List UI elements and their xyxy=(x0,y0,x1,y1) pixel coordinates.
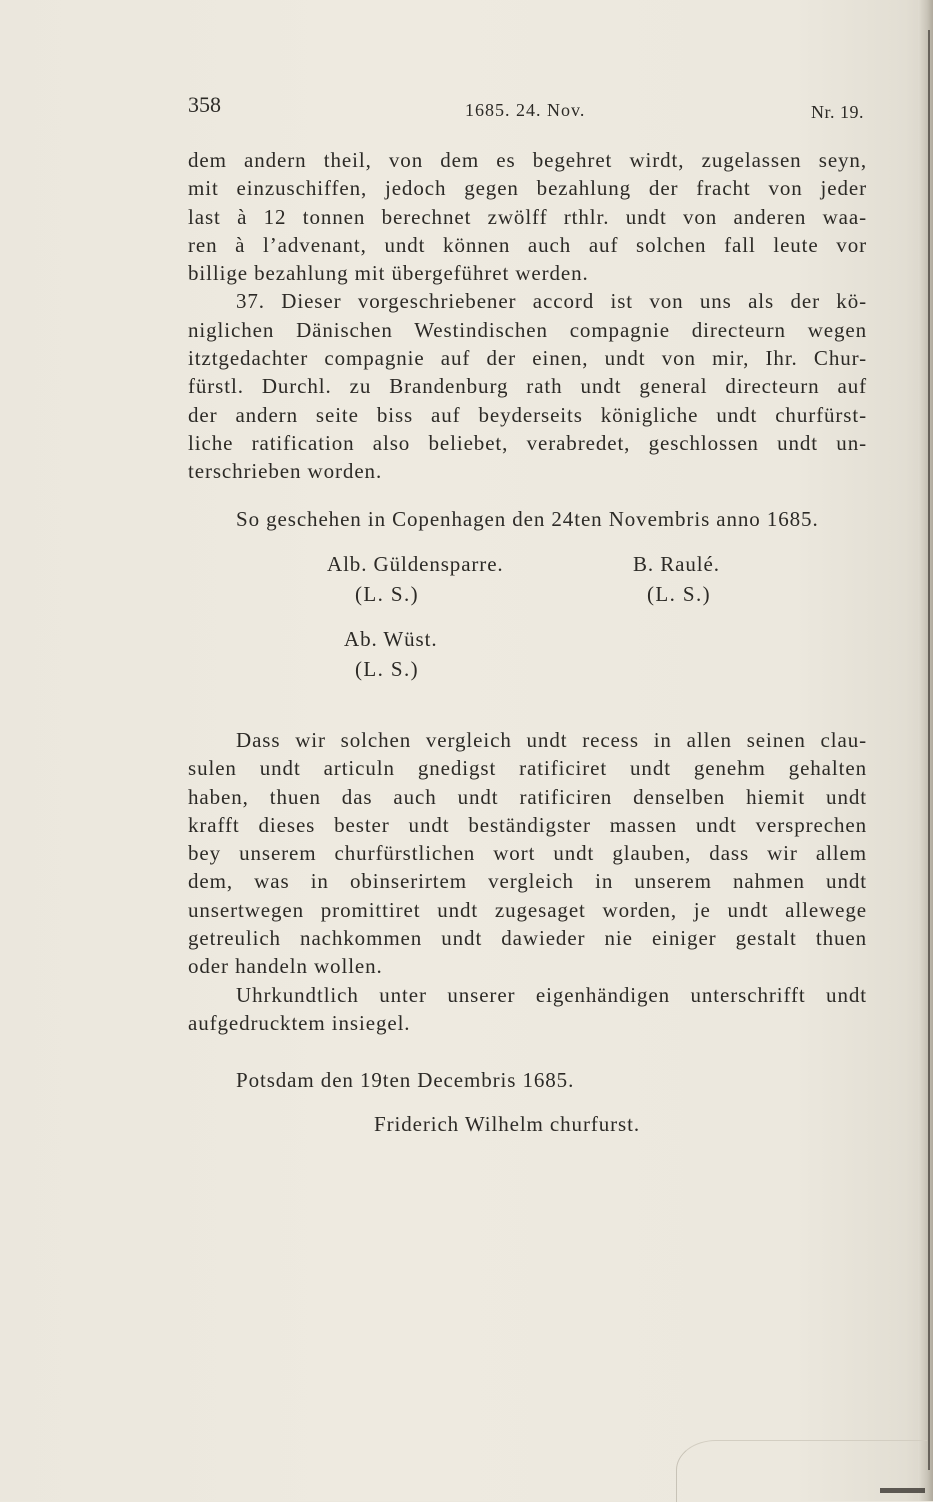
edge-line xyxy=(928,30,930,1470)
text-line: billige bezahlung mit übergeführet werden. xyxy=(188,261,589,286)
text-line: sulen undt articuln gnedigst ratificiret undt genehm gehalten xyxy=(188,756,867,781)
signatory-name: Alb. Güldensparre. xyxy=(327,552,504,576)
page-header xyxy=(188,92,864,128)
text-line: last à 12 tonnen berechnet zwölff rthlr. undt von anderen waa- xyxy=(188,204,867,229)
edge-shadow xyxy=(880,1488,925,1493)
seal-mark: (L. S.) xyxy=(355,582,420,606)
treaty-text xyxy=(188,146,867,486)
text-line: aufgedrucktem insiegel. xyxy=(188,1010,411,1035)
text-line: ren à l’advenant, undt können auch auf solchen fall leute vor xyxy=(188,232,867,257)
text-line: dem andern theil, von dem es begehret wirdt, zugelassen seyn, xyxy=(188,148,867,172)
text-line: niglichen Dänischen Westindischen compagnie directeurn wegen xyxy=(188,317,867,342)
signatory-name: B. Raulé. xyxy=(633,552,720,576)
seal-mark: (L. S.) xyxy=(647,582,712,606)
text-line: krafft dieses bester undt beständigster massen undt versprechen xyxy=(188,812,867,837)
signatory-name: Ab. Wüst. xyxy=(344,627,438,651)
text-line: dem, was in obinserirtem vergleich in unserem nahmen undt xyxy=(188,869,867,894)
seal-mark: (L. S.) xyxy=(355,657,420,681)
document-number: Nr. 19. xyxy=(811,102,864,122)
text-line: oder handeln wollen. xyxy=(188,954,383,979)
page-edge xyxy=(918,0,933,1501)
text-line: itztgedachter compagnie auf der einen, undt von mir, Ihr. Chur- xyxy=(188,346,867,371)
text-line: mit einzuschiffen, jedoch gegen bezahlung der fracht von jeder xyxy=(188,176,867,201)
text-line: getreulich nachkommen undt dawieder nie einiger gestalt thuen xyxy=(188,926,867,951)
text-line: liche ratification also beliebet, verabredet, geschlossen undt un- xyxy=(188,430,867,455)
closing-date: Potsdam den 19ten Decembris 1685. xyxy=(236,1068,575,1092)
final-signature: Friderich Wilhelm churfurst. xyxy=(374,1112,640,1136)
page-number: 358 xyxy=(188,92,221,117)
text-line: fürstl. Durchl. zu Brandenburg rath undt general directeurn auf xyxy=(188,374,867,399)
ratification-text xyxy=(188,726,867,1037)
text-line: Uhrkundtlich unter unserer eigenhändigen unterschrifft undt xyxy=(236,982,867,1007)
text-line: Dass wir solchen vergleich undt recess in allen seinen clau- xyxy=(236,728,867,752)
text-line: der andern seite biss auf beyderseits königliche undt churfürst- xyxy=(188,402,867,427)
text-line: terschrieben worden. xyxy=(188,459,383,484)
text-line: unsertwegen promittiret undt zugesaget worden, je undt allewege xyxy=(188,897,867,922)
running-title: 1685. 24. Nov. xyxy=(465,100,586,120)
place-date: So geschehen in Copenhagen den 24ten Novembris anno 1685. xyxy=(236,507,819,531)
text-line: 37. Dieser vorgeschriebener accord ist von uns als der kö- xyxy=(236,289,867,314)
text-line: haben, thuen das auch undt ratificiren denselben hiemit undt xyxy=(188,784,867,809)
text-line: bey unserem churfürstlichen wort undt glauben, dass wir allem xyxy=(188,841,867,866)
